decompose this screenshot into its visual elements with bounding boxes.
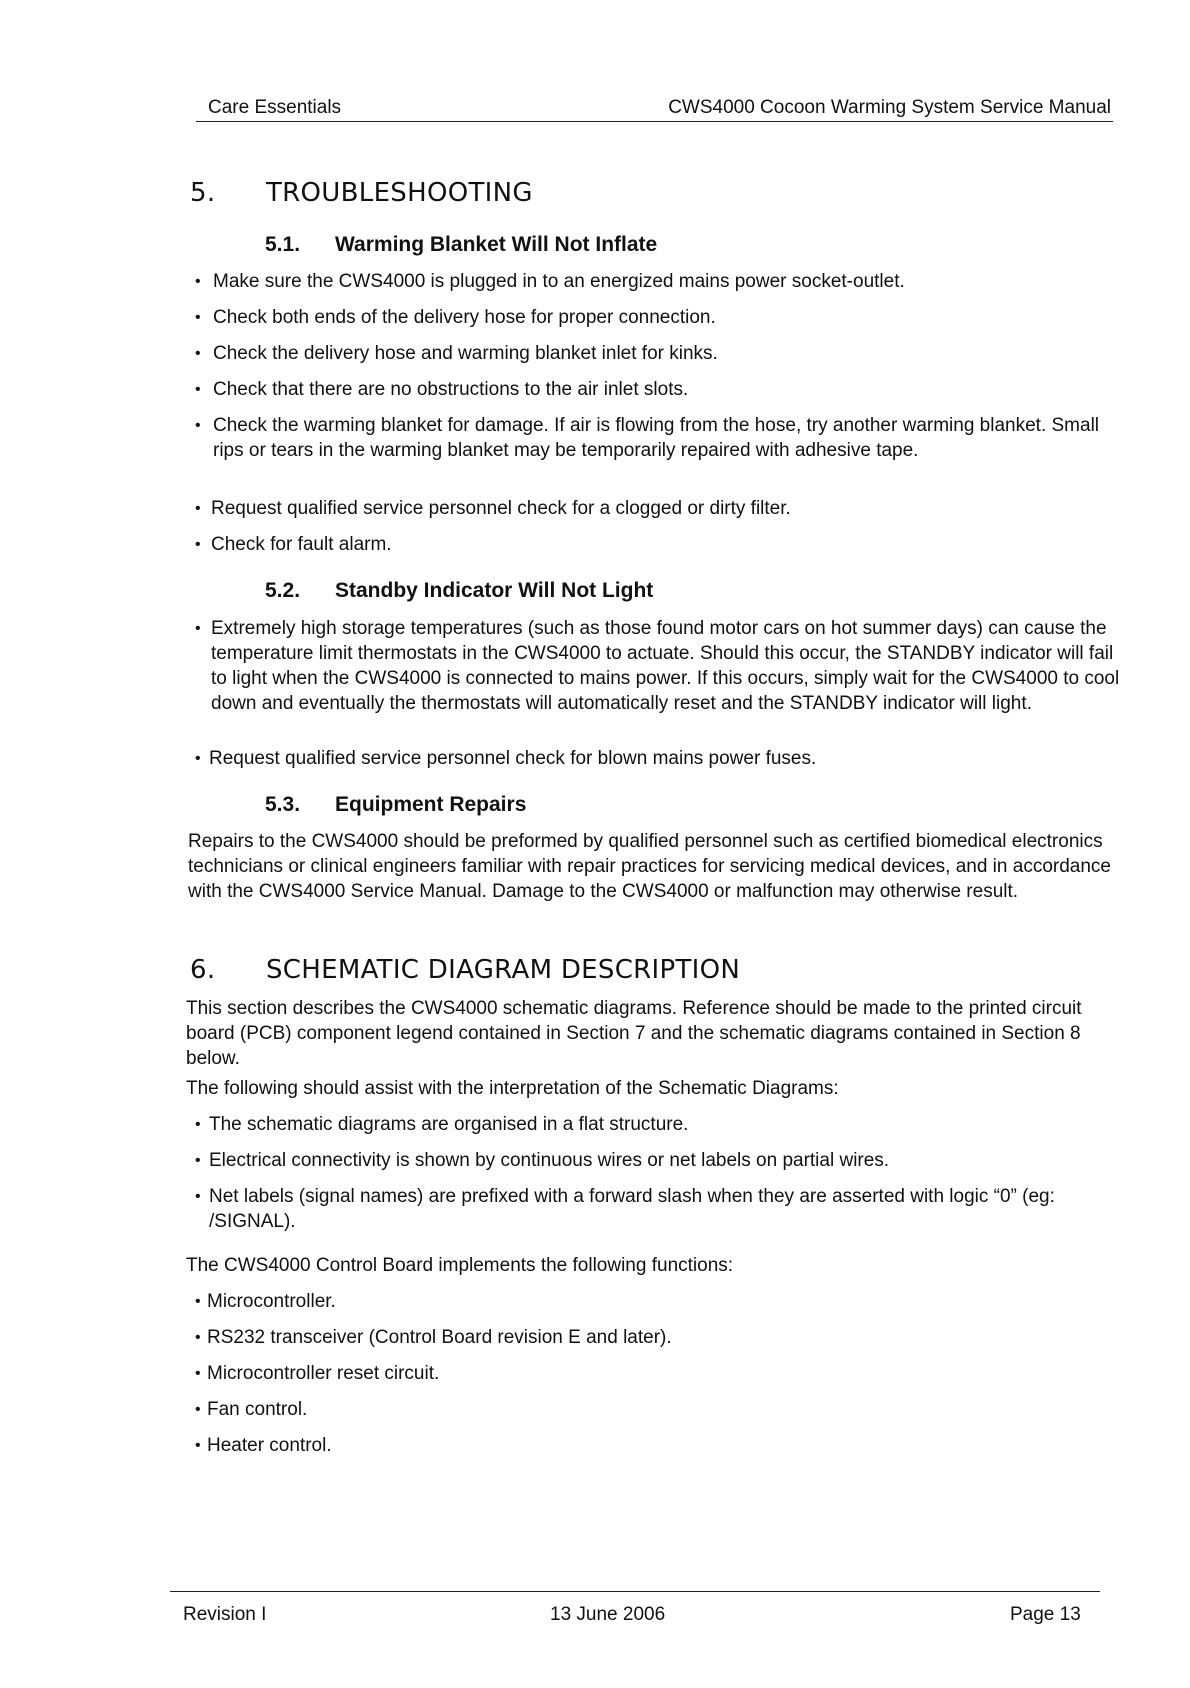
list-item: • Check that there are no obstructions to the air inlet slots. bbox=[195, 379, 689, 400]
bullet-icon: • bbox=[195, 417, 201, 434]
bullet-icon: • bbox=[195, 1365, 201, 1382]
page-header bbox=[196, 97, 1113, 122]
subsection-number: 5.2. bbox=[265, 579, 301, 602]
bullet-icon: • bbox=[195, 1152, 201, 1169]
functions-intro-paragraph: The CWS4000 Control Board implements the following functions: bbox=[186, 1255, 734, 1276]
list-item: • The schematic diagrams are organised in a flat structure. bbox=[195, 1114, 689, 1135]
subsection-number: 5.1. bbox=[265, 233, 301, 256]
subsection-title: Warming Blanket Will Not Inflate bbox=[335, 233, 658, 256]
list-item: • Request qualified service personnel check for a clogged or dirty filter. bbox=[195, 498, 791, 519]
bullet-icon: • bbox=[195, 1437, 201, 1454]
section-5-heading bbox=[190, 178, 533, 208]
footer-revision: Revision I bbox=[183, 1604, 267, 1625]
schematic-intro-paragraph: This section describes the CWS4000 schematic diagrams. Reference should be made to the printed circuit board (PCB) component legend contained in Section 7 and the schematic diagrams contained in Section 8 below. bbox=[186, 998, 1082, 1069]
list-item: • Check for fault alarm. bbox=[195, 534, 392, 555]
list-item: • Microcontroller. bbox=[195, 1291, 336, 1312]
schematic-assist-paragraph: The following should assist with the interpretation of the Schematic Diagrams: bbox=[186, 1078, 839, 1099]
header-document-title: CWS4000 Cocoon Warming System Service Manual bbox=[668, 97, 1111, 118]
bullet-icon: • bbox=[195, 309, 201, 326]
list-item: • Extremely high storage temperatures (such as those found motor cars on hot summer days) can cause the temperature limit thermostats in the CWS4000 to actuate. Should this occur, the STANDBY indicator will fail to light when the CWS4000 is connected to mains power. If this occurs, simply wait for the CWS4000 to cool down and eventually the thermostats will automatically reset and the STANDBY indicator will light. bbox=[195, 618, 1120, 714]
list-item: • Check the warming blanket for damage. If air is flowing from the hose, try another warming blanket. Small rips or tears in the warming blanket may be temporarily repaired with adhesive tape. bbox=[195, 415, 1100, 461]
bullet-icon: • bbox=[195, 750, 201, 767]
list-item: • Net labels (signal names) are prefixed with a forward slash when they are asserted with logic “0” (eg: /SIGNAL). bbox=[195, 1186, 1055, 1232]
bullet-icon: • bbox=[195, 620, 201, 637]
list-item: • Microcontroller reset circuit. bbox=[195, 1363, 440, 1384]
list-item: • Check both ends of the delivery hose for proper connection. bbox=[195, 307, 716, 328]
bullet-icon: • bbox=[195, 1188, 201, 1205]
header-company: Care Essentials bbox=[208, 97, 342, 118]
list-item: • Check the delivery hose and warming blanket inlet for kinks. bbox=[195, 343, 718, 364]
section-5-3-heading bbox=[265, 793, 526, 817]
section-title: TROUBLESHOOTING bbox=[266, 178, 533, 208]
subsection-number: 5.3. bbox=[265, 793, 301, 816]
section-title: SCHEMATIC DIAGRAM DESCRIPTION bbox=[266, 955, 741, 985]
footer-rule bbox=[170, 1591, 1100, 1592]
section-5-2-heading bbox=[265, 579, 653, 603]
footer-date: 13 June 2006 bbox=[550, 1604, 666, 1625]
list-item: • Fan control. bbox=[195, 1399, 308, 1420]
bullet-icon: • bbox=[195, 345, 201, 362]
list-item: • Electrical connectivity is shown by continuous wires or net labels on partial wires. bbox=[195, 1150, 890, 1171]
list-item: • RS232 transceiver (Control Board revision E and later). bbox=[195, 1327, 672, 1348]
list-item: • Make sure the CWS4000 is plugged in to an energized mains power socket-outlet. bbox=[195, 271, 905, 292]
subsection-title: Equipment Repairs bbox=[335, 793, 527, 816]
bullet-icon: • bbox=[195, 273, 201, 290]
repairs-paragraph: Repairs to the CWS4000 should be preformed by qualified personnel such as certified biomedical electronics technicians or clinical engineers familiar with repair practices for servicing medical devices, and in accordance with the CWS4000 Service Manual. Damage to the CWS4000 or malfunction may otherwise result. bbox=[188, 831, 1111, 902]
bullet-icon: • bbox=[195, 1401, 201, 1418]
section-number: 6. bbox=[190, 955, 216, 985]
section-number: 5. bbox=[190, 178, 216, 208]
list-item: • Heater control. bbox=[195, 1435, 332, 1456]
section-6-heading bbox=[190, 955, 740, 985]
bullet-icon: • bbox=[195, 381, 201, 398]
section-5-1-heading bbox=[265, 233, 657, 257]
bullet-icon: • bbox=[195, 1329, 201, 1346]
subsection-title: Standby Indicator Will Not Light bbox=[335, 579, 654, 602]
list-item: • Request qualified service personnel check for blown mains power fuses. bbox=[195, 748, 817, 769]
bullet-icon: • bbox=[195, 1116, 201, 1133]
bullet-icon: • bbox=[195, 536, 201, 553]
footer-page-number: Page 13 bbox=[1010, 1604, 1081, 1625]
bullet-icon: • bbox=[195, 1293, 201, 1310]
bullet-icon: • bbox=[195, 500, 201, 517]
